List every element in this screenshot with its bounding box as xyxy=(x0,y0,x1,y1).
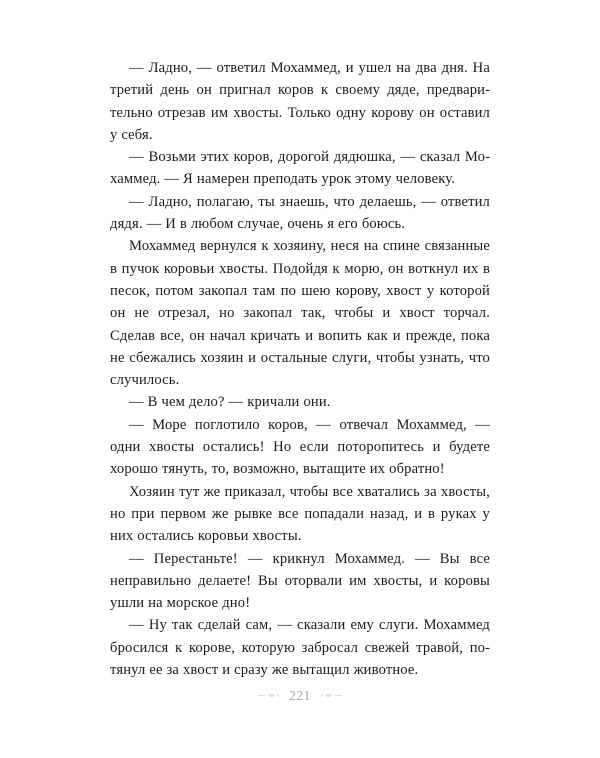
paragraph: — Возьми этих коров, дорогой дядюшка, — сказал Мохаммед. — Я намерен преподать урок этому человеку. xyxy=(110,149,490,188)
page-text-block xyxy=(110,57,490,681)
paragraph: — Ну так сделай сам, — сказали ему слуги. Мохаммед бросился к корове, которую забросал свежей травой, потянул ее за хвост и сразу же вытащил животное. xyxy=(110,617,490,679)
paragraph: — Перестаньте! — крикнул Мохаммед. — Вы все неправильно делаете! Вы оторвали им хвосты, и коровы ушли на морское дно! xyxy=(110,550,490,612)
paragraph: — В чем дело? — кричали они. xyxy=(129,394,331,411)
paragraph: Хозяин тут же приказал, чтобы все хватались за хвосты, но при первом же рывке все попадали назад, и в руках у них остались коровьи хвосты. xyxy=(110,483,490,545)
flourish-ornament-left-icon xyxy=(257,691,283,700)
folio xyxy=(257,689,343,703)
flourish-ornament-right-icon xyxy=(317,691,343,700)
paragraph: — Ладно, — ответил Мохаммед, и ушел на два дня. На третий день он пригнал коров к своему дяде, предварительно отрезав им хвосты. Только одну корову он оставил у себя. xyxy=(110,60,490,143)
paragraph: Мохаммед вернулся к хозяину, неся на спине связанные в пучок коровьи хвосты. Подойдя к морю, он воткнул их в песок, потом закопал там по шею корову, хвост у которой он не отрезал, но закопал так, чтобы и хвост торчал. Сделав все, он начал кричать и вопить как и прежде, пока не сбежались хозяин и остальные слуги, чтобы узнать, что случилось. xyxy=(110,238,490,389)
page-number: 221 xyxy=(289,687,311,703)
paragraph: — Ладно, полагаю, ты знаешь, что делаешь, — ответил дядя. — И в любом случае, очень я его боюсь. xyxy=(110,193,490,233)
page-footer xyxy=(0,688,600,704)
paragraph: — Море поглотило коров, — отвечал Мохаммед, — одни хвосты остались! Но если поторопитесь и будете хорошо тянуть, то, возможно, вытащите их обратно! xyxy=(110,416,490,478)
